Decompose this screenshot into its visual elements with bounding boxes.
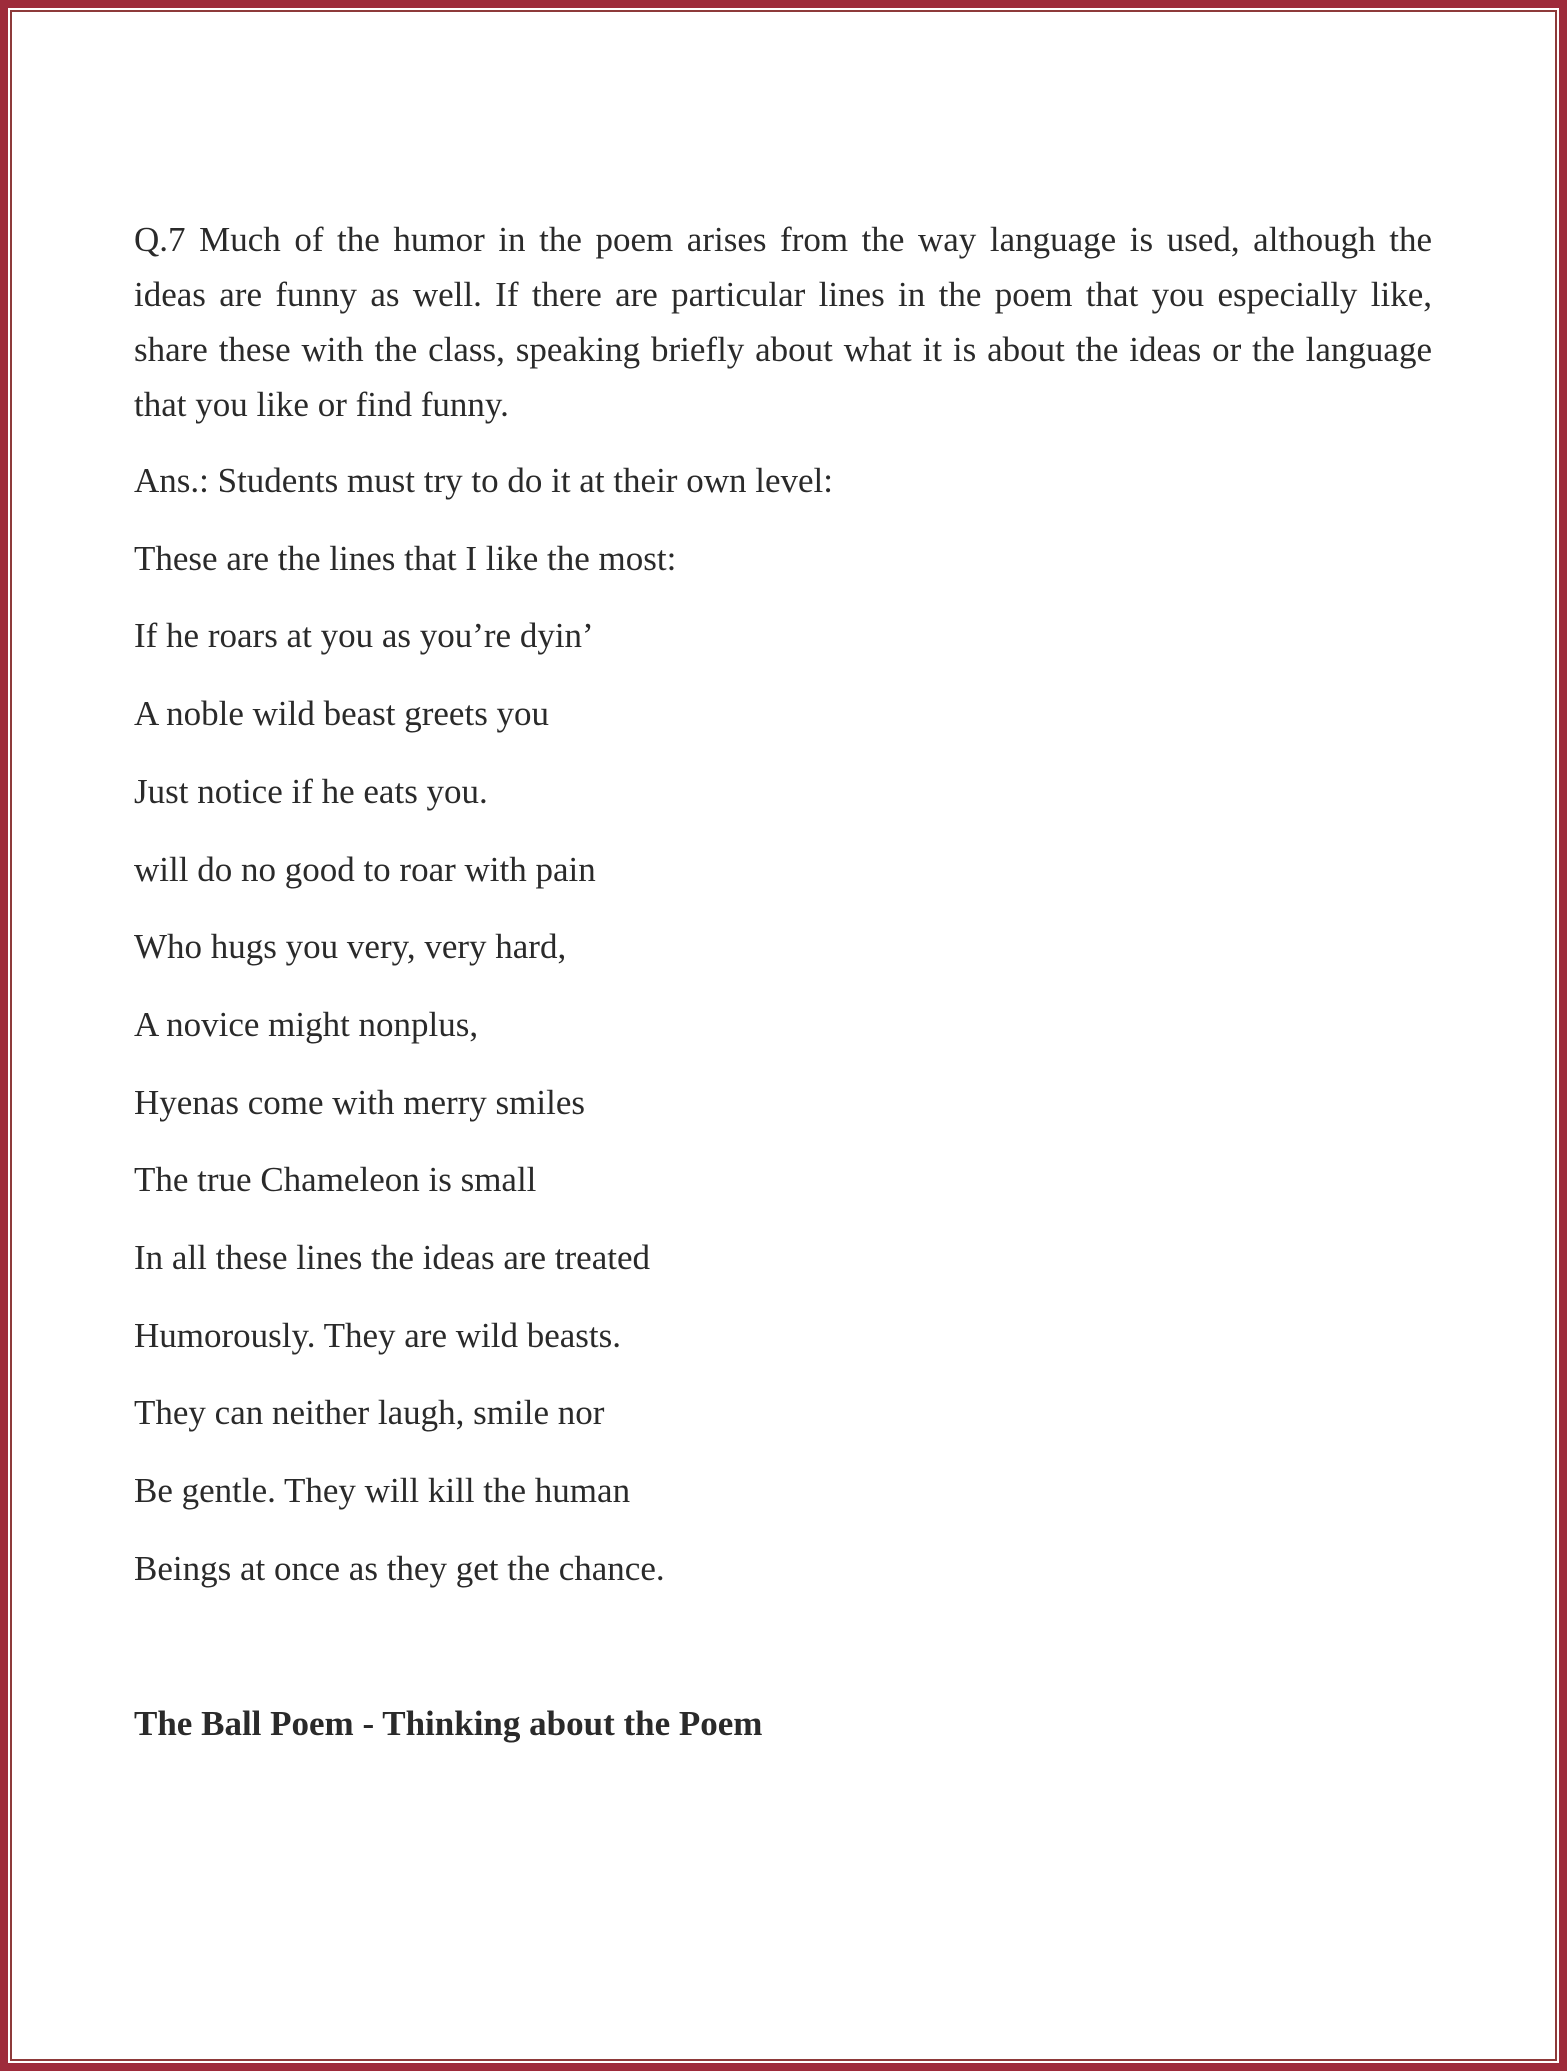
answer-line: A noble wild beast greets you — [134, 694, 550, 734]
answer-line: Just notice if he eats you. — [134, 771, 488, 811]
answer-line: They can neither laugh, smile nor — [134, 1393, 605, 1433]
answer-line: Beings at once as they get the chance. — [134, 1548, 665, 1588]
question-7: Q.7 Much of the humor in the poem arises from the way language is used, although the ideas are funny as well. If there are particular lines in the poem that you especially like, share these with the class, speaking briefly about what it is about the ideas or the language that you like or find funny. — [134, 220, 1432, 424]
answer-line: Humorously. They are wild beasts. — [134, 1315, 621, 1355]
answer-line: A novice might nonplus, — [134, 1004, 479, 1044]
answer-line: Ans.: Students must try to do it at their own level: — [134, 461, 833, 500]
document-content — [134, 212, 1432, 1763]
answer-line: If he roars at you as you’re dyin’ — [134, 616, 594, 656]
answer-line: In all these lines the ideas are treated — [134, 1238, 651, 1278]
answer-line: These are the lines that I like the most: — [134, 538, 677, 578]
section-heading: The Ball Poem - Thinking about the Poem — [134, 1704, 763, 1744]
answer-line: Hyenas come with merry smiles — [134, 1082, 586, 1122]
answer-line: Who hugs you very, very hard, — [134, 927, 567, 967]
answer — [134, 442, 1432, 1608]
answer-line: will do no good to roar with pain — [134, 849, 596, 889]
answer-line: The true Chameleon is small — [134, 1160, 537, 1200]
answer-line: Be gentle. They will kill the human — [134, 1471, 631, 1511]
